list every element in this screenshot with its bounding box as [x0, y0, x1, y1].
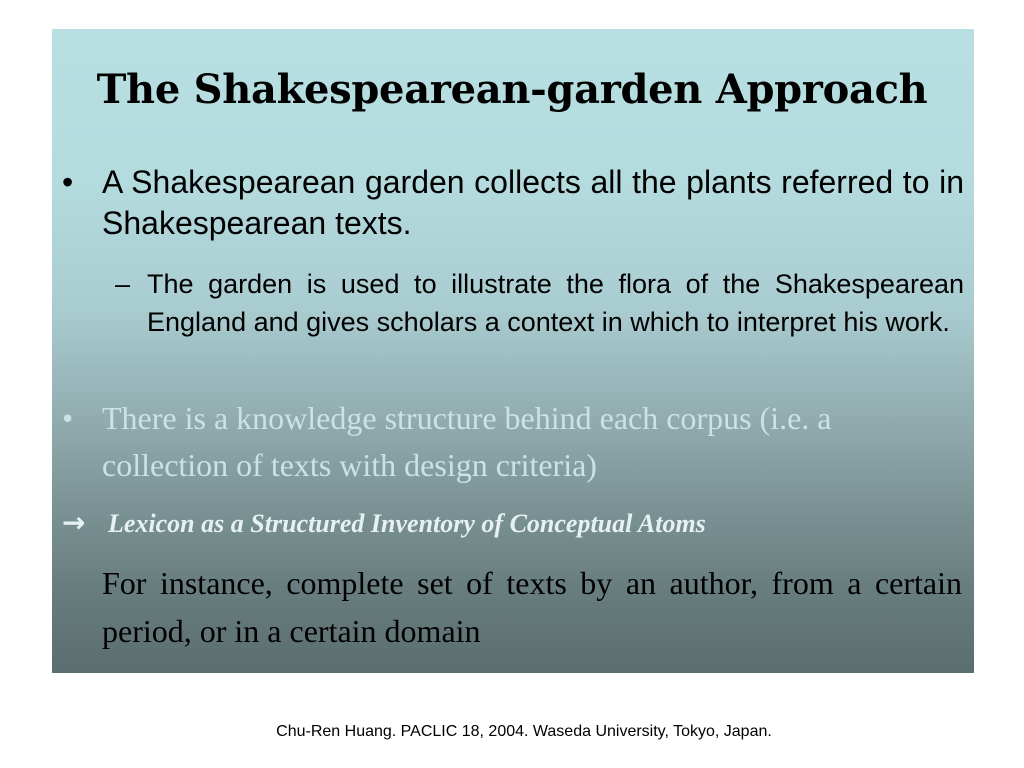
bullet-text: A Shakespearean garden collects all the plants referred to in Shakespearean texts. [102, 164, 964, 241]
instance-paragraph: For instance, complete set of texts by an author, from a certain period, or in a certain domain [102, 565, 962, 649]
bullet-text: There is a knowledge structure behind each corpus (i.e. a collection of texts with design criteria) [102, 400, 832, 483]
lexicon-heading: Lexicon as a Structured Inventory of Conceptual Atoms [108, 509, 706, 538]
slide-title: The Shakespearean-garden Approach [96, 66, 928, 113]
lexicon-arrow-line [62, 503, 962, 544]
bullet-marker: • [62, 164, 74, 200]
slide-footer: Chu-Ren Huang. PACLIC 18, 2004. Waseda University, Tokyo, Japan. [276, 723, 772, 740]
sub-bullet-text: The garden is used to illustrate the flora of the Shakespearean England and gives scholars a context in which to interpret his work. [147, 269, 964, 337]
sub-bullet-item-flora [115, 265, 964, 341]
bullet-item-garden [62, 162, 964, 244]
bullet-item-knowledge-structure [62, 395, 962, 489]
bullet-marker: • [62, 400, 74, 436]
sub-bullet-marker: – [115, 269, 131, 299]
right-arrow-icon: → [62, 506, 86, 539]
